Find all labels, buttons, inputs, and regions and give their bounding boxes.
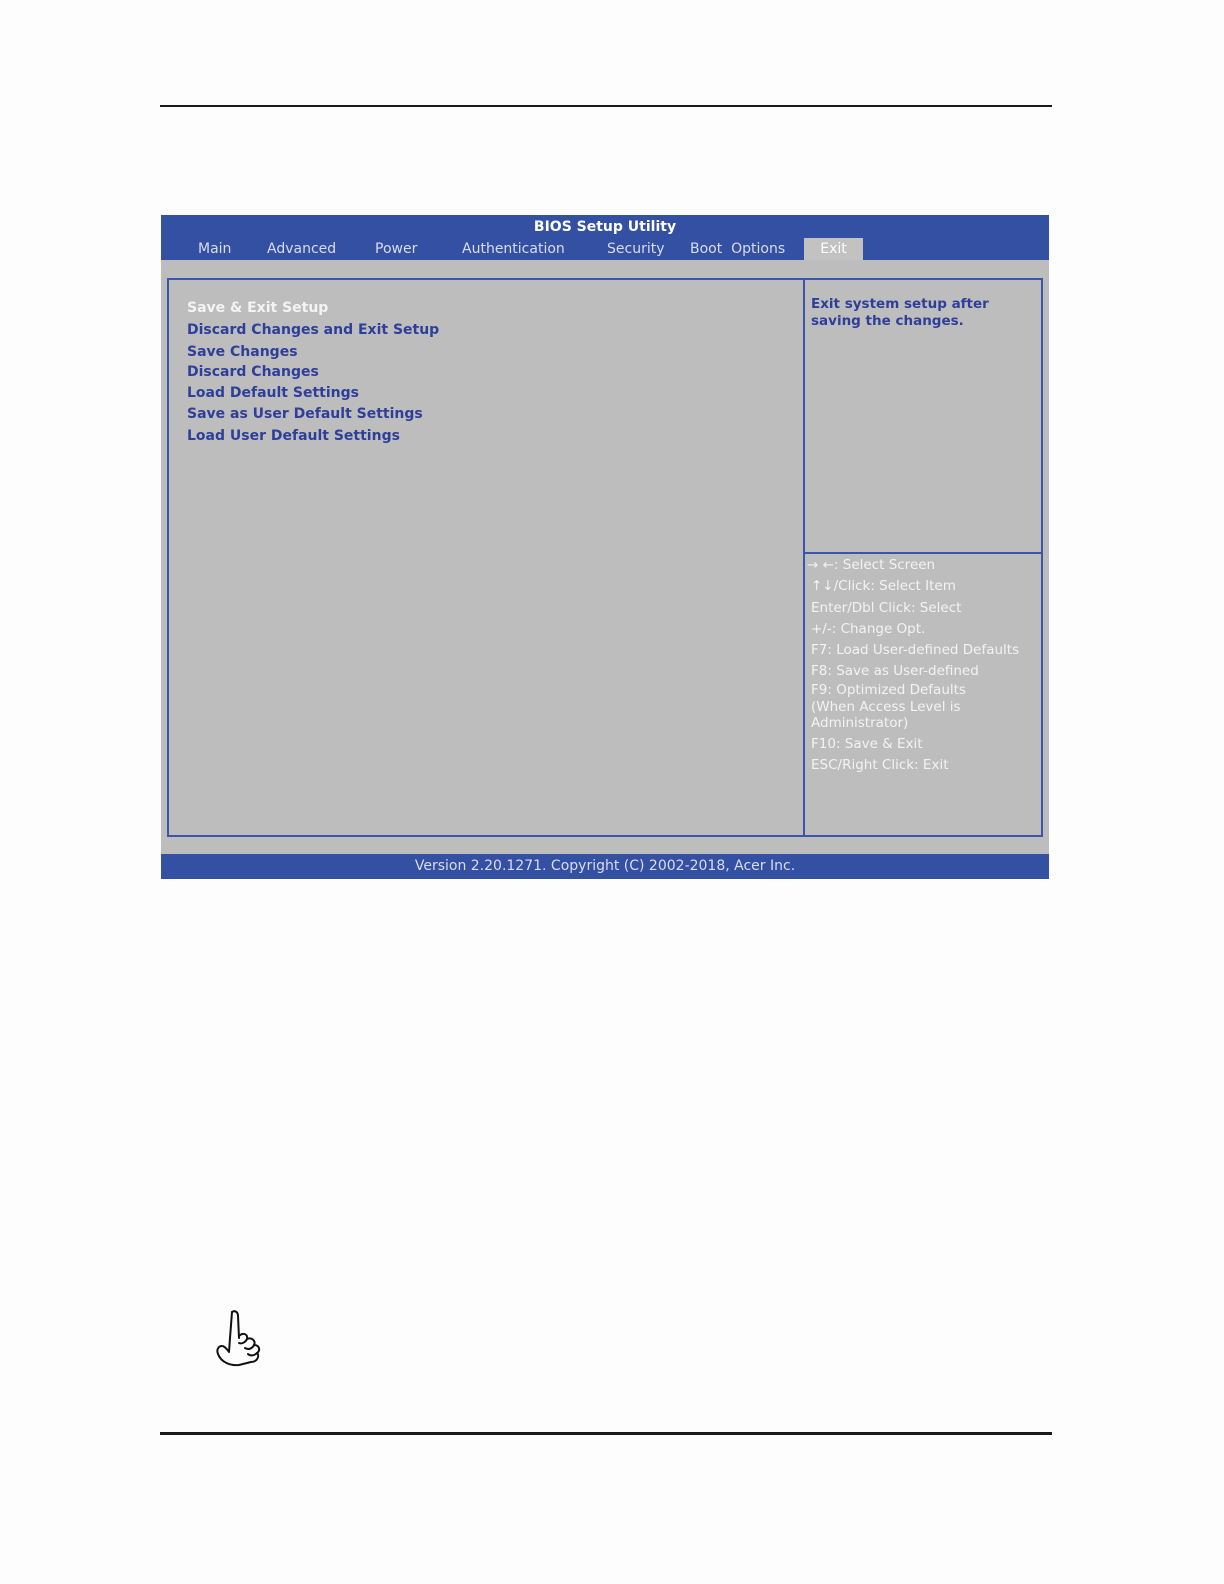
- key-hint-select-screen: → ←: Select Screen: [807, 557, 936, 573]
- key-hint-f10: F10: Save & Exit: [811, 736, 923, 752]
- tab-security[interactable]: Security: [607, 241, 665, 257]
- main-panel: [167, 278, 805, 837]
- menu-item-save-exit-setup[interactable]: Save & Exit Setup: [187, 300, 329, 316]
- tab-power[interactable]: Power: [375, 241, 418, 257]
- key-hint-esc: ESC/Right Click: Exit: [811, 757, 949, 773]
- menu-item-load-default-settings[interactable]: Load Default Settings: [187, 385, 359, 401]
- key-hint-change-opt: +/-: Change Opt.: [811, 621, 926, 637]
- key-hint-f9-admin: Administrator): [811, 715, 909, 731]
- key-hint-f9: F9: Optimized Defaults: [811, 682, 966, 698]
- menu-item-discard-exit-setup[interactable]: Discard Changes and Exit Setup: [187, 322, 440, 338]
- menu-item-save-changes[interactable]: Save Changes: [187, 344, 298, 360]
- key-hint-select: Enter/Dbl Click: Select: [811, 600, 962, 616]
- menu-item-discard-changes[interactable]: Discard Changes: [187, 364, 319, 380]
- side-panel: [803, 278, 1043, 837]
- bios-footer: Version 2.20.1271. Copyright (C) 2002-2018, Acer Inc.: [161, 854, 1049, 879]
- key-hint-f9-condition: (When Access Level is: [811, 699, 961, 715]
- menu-item-load-user-default[interactable]: Load User Default Settings: [187, 428, 400, 444]
- tab-advanced[interactable]: Advanced: [267, 241, 337, 257]
- tab-authentication[interactable]: Authentication: [462, 241, 565, 257]
- side-divider: [805, 552, 1041, 554]
- tab-main[interactable]: Main: [198, 241, 232, 257]
- key-hint-f8: F8: Save as User-defined: [811, 663, 979, 679]
- top-rule: [160, 105, 1052, 107]
- bios-title: BIOS Setup Utility: [533, 219, 677, 235]
- pointing-hand-icon: [210, 1308, 270, 1370]
- tab-boot-options[interactable]: Boot Options: [690, 241, 786, 257]
- key-hint-select-item: ↑↓/Click: Select Item: [811, 578, 956, 594]
- key-hint-f7: F7: Load User-defined Defaults: [811, 642, 1020, 658]
- bottom-rule: [160, 1432, 1052, 1435]
- help-text: Exit system setup after saving the changes.: [811, 296, 989, 329]
- bios-screenshot: [161, 215, 1049, 879]
- tab-exit[interactable]: Exit: [804, 238, 863, 260]
- menu-item-save-user-default[interactable]: Save as User Default Settings: [187, 406, 423, 422]
- bios-header: [161, 215, 1049, 260]
